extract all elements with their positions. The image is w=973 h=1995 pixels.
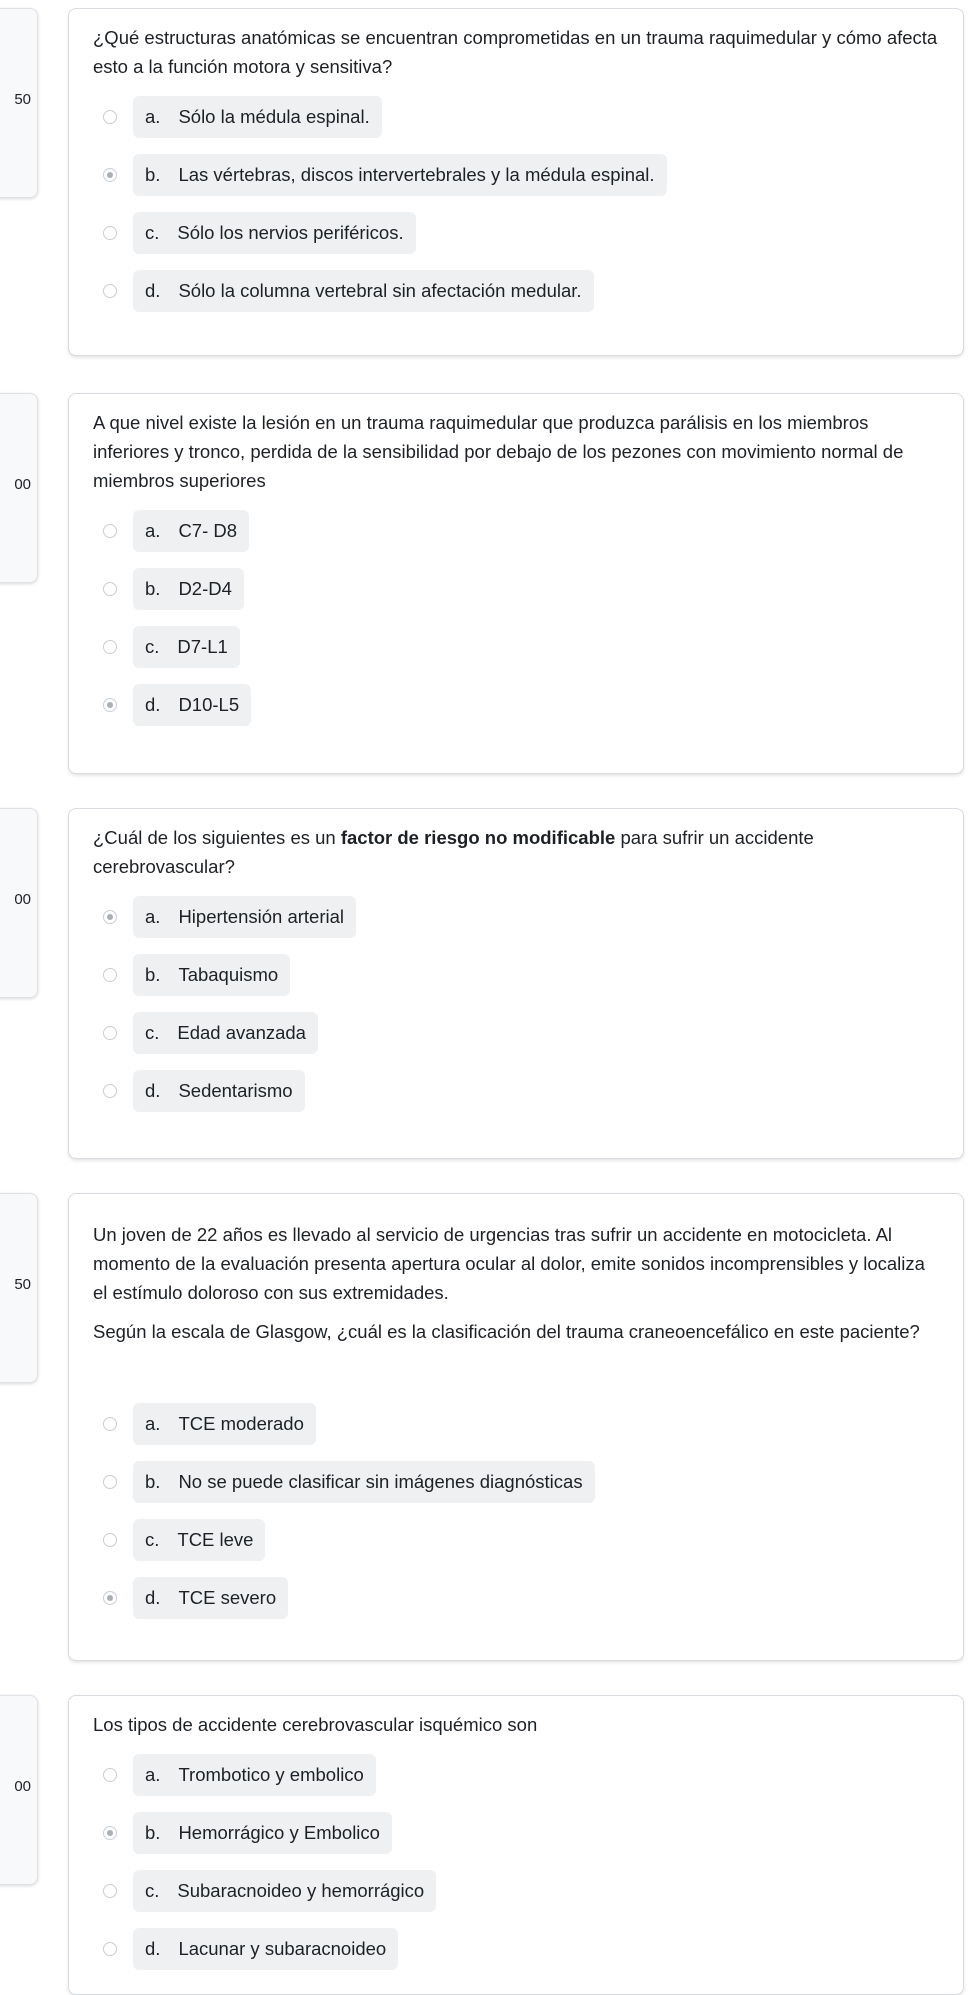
option-letter: b. <box>145 1822 161 1843</box>
option-text: Sedentarismo <box>178 1080 293 1101</box>
question-info-3 <box>0 808 38 998</box>
option-letter: b. <box>145 164 161 185</box>
answer-option[interactable] <box>93 1576 939 1620</box>
option-letter: d. <box>145 280 161 301</box>
answer-label[interactable] <box>133 568 244 610</box>
option-letter: c. <box>145 1880 160 1901</box>
answer-option[interactable] <box>93 683 939 727</box>
answer-label[interactable] <box>133 270 594 312</box>
option-text: Subaracnoideo y hemorrágico <box>177 1880 425 1901</box>
question-paragraph: ¿Qué estructuras anatómicas se encuentran comprometidas en un trauma raquimedular y cómo afecta esto a la función motora y sensitiva? <box>93 27 938 77</box>
answer-label[interactable] <box>133 96 382 138</box>
question-mark: 50 <box>14 1276 31 1293</box>
radio-button[interactable] <box>103 1826 117 1840</box>
option-letter: a. <box>145 906 161 927</box>
option-letter: c. <box>145 636 160 657</box>
question-card-5 <box>68 1695 964 1995</box>
question-text <box>93 1710 939 1739</box>
answer-option[interactable] <box>93 1518 939 1562</box>
option-text: D10-L5 <box>178 694 240 715</box>
radio-button[interactable] <box>103 1084 117 1098</box>
radio-button[interactable] <box>103 1533 117 1547</box>
answer-option[interactable] <box>93 211 939 255</box>
answer-list <box>93 509 939 727</box>
answer-option[interactable] <box>93 1011 939 1055</box>
answer-label[interactable] <box>133 1754 376 1796</box>
question-paragraph: Un joven de 22 años es llevado al servicio de urgencias tras sufrir un accidente en motocicleta. Al momento de la evaluación presenta apertura ocular al dolor, emite sonidos incomprensibles y localiza el estímulo doloroso con sus extremidades. <box>93 1224 925 1303</box>
radio-button[interactable] <box>103 524 117 538</box>
radio-button[interactable] <box>103 110 117 124</box>
answer-option[interactable] <box>93 1753 939 1797</box>
radio-button[interactable] <box>103 1475 117 1489</box>
answer-label[interactable] <box>133 1577 288 1619</box>
option-text: Lacunar y subaracnoideo <box>178 1938 387 1959</box>
question-card-2 <box>68 393 964 774</box>
question-paragraph: Los tipos de accidente cerebrovascular isquémico son <box>93 1714 538 1735</box>
option-text: Hipertensión arterial <box>178 906 344 927</box>
answer-option[interactable] <box>93 895 939 939</box>
radio-button[interactable] <box>103 284 117 298</box>
question-text <box>93 823 939 881</box>
answer-option[interactable] <box>93 153 939 197</box>
question-info-4 <box>0 1193 38 1383</box>
answer-option[interactable] <box>93 269 939 313</box>
question-text <box>93 23 939 81</box>
option-text: Hemorrágico y Embolico <box>178 1822 380 1843</box>
answer-label[interactable] <box>133 1928 398 1970</box>
radio-button[interactable] <box>103 168 117 182</box>
option-letter: a. <box>145 1413 161 1434</box>
question-info-2 <box>0 393 38 583</box>
answer-option[interactable] <box>93 953 939 997</box>
answer-list <box>93 895 939 1113</box>
option-text: Tabaquismo <box>178 964 279 985</box>
option-letter: d. <box>145 1938 161 1959</box>
answer-option[interactable] <box>93 1869 939 1913</box>
option-letter: d. <box>145 1080 161 1101</box>
answer-option[interactable] <box>93 1460 939 1504</box>
question-mark: 00 <box>14 1778 31 1795</box>
answer-label[interactable] <box>133 896 356 938</box>
question-paragraph: A que nivel existe la lesión en un trauma raquimedular que produzca parálisis en los miembros inferiores y tronco, perdida de la sensibilidad por debajo de los pezones con movimiento normal de miembros superiores <box>93 412 904 491</box>
radio-button[interactable] <box>103 910 117 924</box>
question-mark: 00 <box>14 891 31 908</box>
option-text: Las vértebras, discos intervertebrales y la médula espinal. <box>178 164 655 185</box>
answer-option[interactable] <box>93 625 939 669</box>
option-letter: b. <box>145 964 161 985</box>
answer-option[interactable] <box>93 567 939 611</box>
answer-option[interactable] <box>93 509 939 553</box>
radio-button[interactable] <box>103 698 117 712</box>
question-card-4 <box>68 1193 964 1661</box>
answer-label[interactable] <box>133 1812 392 1854</box>
answer-label[interactable] <box>133 684 251 726</box>
option-text: TCE leve <box>177 1529 254 1550</box>
answer-label[interactable] <box>133 954 290 996</box>
option-text: C7- D8 <box>178 520 238 541</box>
option-text: Sólo la médula espinal. <box>178 106 370 127</box>
option-letter: b. <box>145 578 161 599</box>
question-text <box>93 408 939 495</box>
answer-list <box>93 95 939 313</box>
question-paragraph: ¿Cuál de los siguientes es un factor de riesgo no modificable para sufrir un accidente cerebrovascular? <box>93 827 814 877</box>
question-mark: 50 <box>14 91 31 108</box>
option-text: D7-L1 <box>177 636 228 657</box>
question-mark: 00 <box>14 476 31 493</box>
answer-label[interactable] <box>133 1870 436 1912</box>
radio-button[interactable] <box>103 1884 117 1898</box>
option-text: No se puede clasificar sin imágenes diagnósticas <box>178 1471 583 1492</box>
radio-button[interactable] <box>103 226 117 240</box>
answer-list <box>93 1753 939 1971</box>
question-card-1 <box>68 8 964 356</box>
answer-label[interactable] <box>133 212 416 254</box>
question-info-5 <box>0 1695 38 1885</box>
answer-label[interactable] <box>133 154 667 196</box>
radio-button[interactable] <box>103 1417 117 1431</box>
answer-option[interactable] <box>93 1927 939 1971</box>
radio-button[interactable] <box>103 1026 117 1040</box>
option-letter: c. <box>145 222 160 243</box>
radio-button[interactable] <box>103 1768 117 1782</box>
radio-button[interactable] <box>103 640 117 654</box>
answer-option[interactable] <box>93 1402 939 1446</box>
option-letter: a. <box>145 520 161 541</box>
option-text: TCE severo <box>178 1587 277 1608</box>
answer-label[interactable] <box>133 626 240 668</box>
option-text: D2-D4 <box>178 578 232 599</box>
option-letter: a. <box>145 106 161 127</box>
answer-label[interactable] <box>133 1519 265 1561</box>
answer-label[interactable] <box>133 1070 305 1112</box>
answer-list <box>93 1402 939 1620</box>
radio-button[interactable] <box>103 582 117 596</box>
option-text: Trombotico y embolico <box>178 1764 364 1785</box>
option-letter: d. <box>145 694 161 715</box>
answer-option[interactable] <box>93 95 939 139</box>
radio-button[interactable] <box>103 1942 117 1956</box>
option-letter: a. <box>145 1764 161 1785</box>
question-card-3 <box>68 808 964 1159</box>
option-text: Sólo la columna vertebral sin afectación medular. <box>178 280 582 301</box>
radio-button[interactable] <box>103 968 117 982</box>
answer-label[interactable] <box>133 1461 595 1503</box>
option-letter: d. <box>145 1587 161 1608</box>
option-letter: c. <box>145 1529 160 1550</box>
option-text: Edad avanzada <box>177 1022 306 1043</box>
option-letter: c. <box>145 1022 160 1043</box>
answer-option[interactable] <box>93 1069 939 1113</box>
question-paragraph: Según la escala de Glasgow, ¿cuál es la clasificación del trauma craneoencefálico en este paciente? <box>93 1321 920 1342</box>
answer-option[interactable] <box>93 1811 939 1855</box>
answer-label[interactable] <box>133 510 249 552</box>
answer-label[interactable] <box>133 1403 316 1445</box>
radio-button[interactable] <box>103 1591 117 1605</box>
answer-label[interactable] <box>133 1012 318 1054</box>
option-letter: b. <box>145 1471 161 1492</box>
option-text: TCE moderado <box>178 1413 304 1434</box>
question-text <box>93 1220 939 1346</box>
question-info-1 <box>0 8 38 198</box>
option-text: Sólo los nervios periféricos. <box>177 222 404 243</box>
